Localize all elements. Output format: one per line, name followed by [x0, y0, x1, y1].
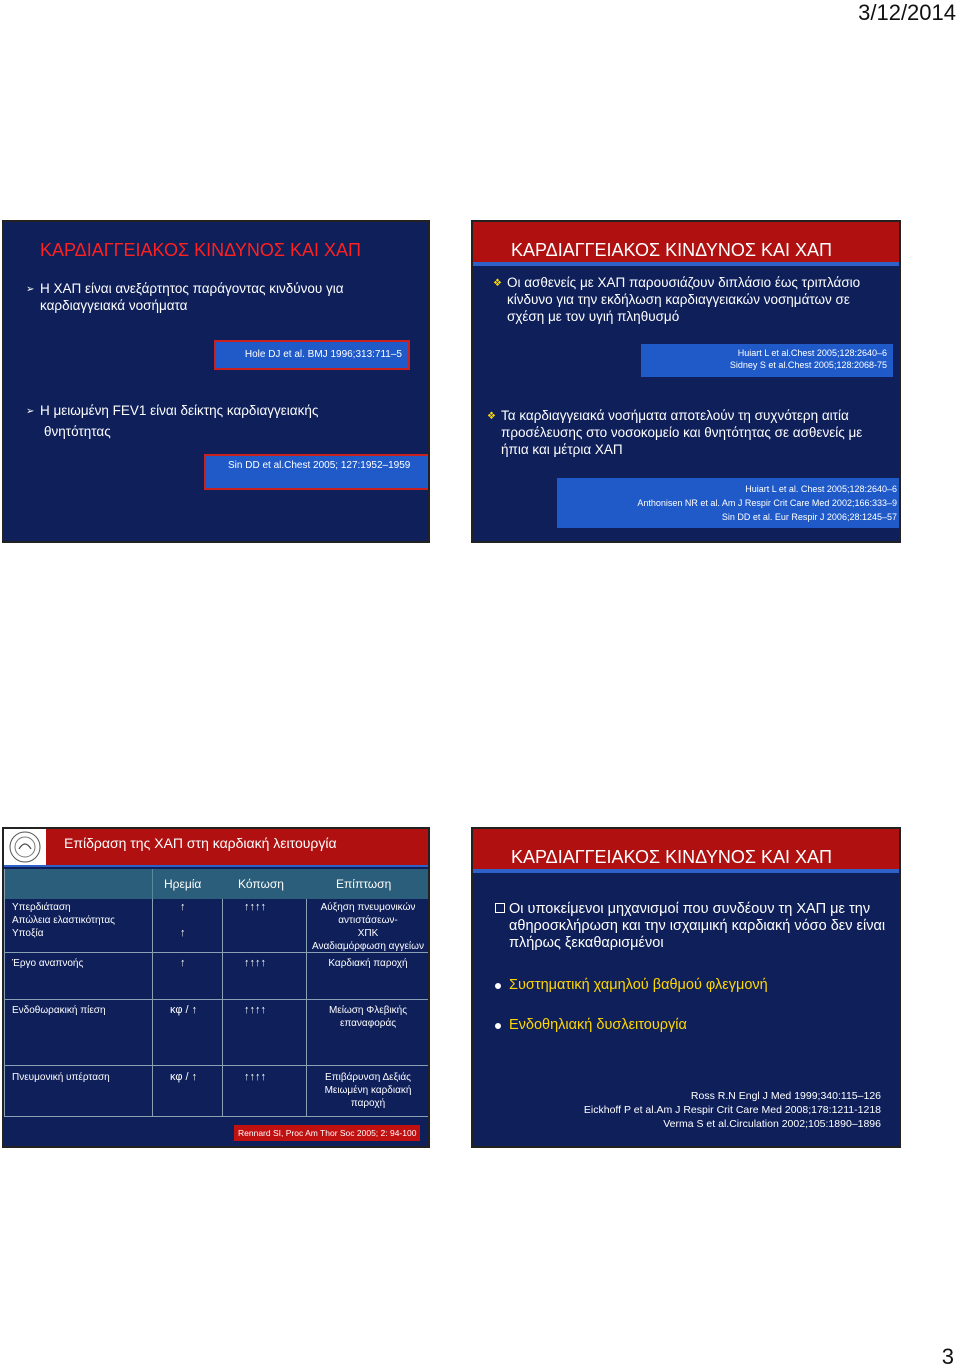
diamond-bullet-icon: ❖	[487, 411, 496, 422]
row-2-exercise: ↑↑↑↑	[244, 957, 266, 969]
slide-2-reference-2	[557, 478, 901, 528]
slide-2-bullet-1	[493, 274, 873, 325]
slide-4-bullet-1-text: Οι υποκείμενοι μηχανισμοί που συνδέουν τη ΧΑΠ με την αθηροσκλήρωση και την ισχαιμική καρδιακή νόσο δεν είναι πλήρως ξεκαθαρισμένοι	[509, 901, 886, 951]
row-1-label-3: Υποξία	[12, 928, 44, 939]
slide-2-bullet-1-text: Οι ασθενείς με ΧΑΠ παρουσιάζουν διπλάσιο έως τριπλάσιο κίνδυνο για την εκδήλωση καρδιαγγειακών νοσημάτων σε σχέση με τον υγιή πληθυσμό	[507, 275, 861, 324]
slide-1	[2, 220, 430, 543]
table-header-exercise: Κόπωση	[238, 877, 284, 891]
slide-4	[471, 827, 901, 1148]
row-1-label-1: Υπερδιάταση	[12, 902, 71, 913]
table-header-rest: Ηρεμία	[164, 877, 202, 891]
slide-1-reference-1: Hole DJ et al. BMJ 1996;313:711–5	[214, 340, 410, 370]
logo	[4, 829, 46, 865]
date: 3/12/2014	[858, 0, 956, 25]
row-4-label: Πνευμονική υπέρταση	[12, 1072, 110, 1083]
title-rule	[473, 262, 899, 266]
page-number: 3	[941, 1344, 954, 1369]
slide-4-title: ΚΑΡΔΙΑΓΓΕΙΑΚΟΣ ΚΙΝΔΥΝΟΣ ΚΑΙ ΧΑΠ	[511, 847, 832, 867]
diamond-bullet-icon: ❖	[493, 278, 502, 289]
slide-2-bullet-2-text: Τα καρδιαγγειακά νοσήματα αποτελούν τη συχνότερη αιτία προσέλευσης στο νοσοκομείο και θνητότητας σε ασθενείς με ήπια και μέτρια ΧΑΠ	[501, 408, 863, 457]
row-divider	[4, 952, 430, 953]
slide-4-bullet-1	[495, 901, 891, 952]
row-3-exercise: ↑↑↑↑	[244, 1004, 266, 1016]
slide-4-reference-2: Eickhoff P et al.Am J Respir Crit Care Med 2008;178:1211-1218	[583, 1104, 881, 1116]
row-2-label: Έργο αναπνοής	[12, 958, 84, 969]
slide-3-reference: Rennard SI, Proc Am Thor Soc 2005; 2: 94-100	[234, 1125, 420, 1141]
row-4-effect	[308, 1071, 428, 1110]
row-3-effect-line-1: Μείωση Φλεβικής	[328, 1005, 408, 1016]
university-seal-icon	[4, 829, 46, 865]
slide-2-reference-2-line-1: Huiart L et al. Chest 2005;128:2640–6	[745, 484, 897, 494]
col-divider	[306, 899, 307, 1116]
slide-2-bullet-2	[487, 407, 879, 458]
col-divider	[4, 869, 5, 1116]
slide-4-bullet-2	[495, 977, 768, 993]
slide-1-bullet-2-line-1: Η μειωμένη FEV1 είναι δείκτης καρδιαγγειακής	[40, 403, 319, 418]
row-1-effect-line-1: Αύξηση πνευμονικών	[320, 902, 416, 913]
row-1-rest-2: ↑	[180, 927, 186, 939]
slide-1-title: ΚΑΡΔΙΑΓΓΕΙΑΚΟΣ ΚΙΝΔΥΝΟΣ ΚΑΙ ΧΑΠ	[40, 240, 361, 260]
table-header	[4, 869, 430, 899]
row-divider	[4, 1116, 430, 1117]
slide-4-bullet-3	[495, 1017, 687, 1033]
row-1-label-2: Απώλεια ελαστικότητας	[12, 915, 115, 926]
title-rule	[473, 869, 899, 873]
slide-2-reference-1	[641, 344, 893, 377]
slide-2-reference-1-line-1: Huiart L et al.Chest 2005;128:2640–6	[737, 348, 887, 358]
slide-3-title: Επίδραση της ΧΑΠ στη καρδιακή λειτουργία	[64, 835, 337, 851]
row-divider	[4, 1065, 430, 1066]
slide-1-bullet-1-text: Η ΧΑΠ είναι ανεξάρτητος παράγοντας κινδύνου για καρδιαγγειακά νοσήματα	[40, 281, 344, 313]
slide-2-reference-2-line-3: Sin DD et al. Eur Respir J 2006;28:1245–57	[721, 512, 897, 522]
row-divider	[4, 999, 430, 1000]
row-3-rest: κφ / ↑	[170, 1004, 198, 1016]
table-header-empty-cell	[4, 869, 153, 899]
row-1-effect-line-4: Αναδιαμόρφωση αγγείων	[312, 941, 424, 952]
row-1-effect	[308, 901, 428, 953]
table-row	[12, 901, 115, 940]
row-4-effect-line-3: παροχή	[350, 1098, 386, 1109]
slide-2	[471, 220, 901, 543]
row-3-label: Ενδοθωρακική πίεση	[12, 1005, 106, 1016]
dot-bullet-icon	[495, 1023, 501, 1029]
slide-4-reference-1: Ross R.N Engl J Med 1999;340:115–126	[690, 1090, 881, 1102]
slide-1-bullet-1	[26, 280, 406, 314]
row-1-effect-line-2: αντιστάσεων-	[338, 915, 398, 926]
row-4-effect-line-2: Μειωμένη καρδιακή	[324, 1085, 412, 1096]
table-header-effect: Επίπτωση	[336, 877, 392, 891]
title-rule	[4, 865, 430, 867]
slide-1-reference-2: Sin DD et al.Chest 2005; 127:1952–1959	[204, 454, 430, 490]
row-2-rest: ↑	[180, 957, 186, 969]
slide-3	[2, 827, 430, 1148]
row-4-exercise: ↑↑↑↑	[244, 1071, 266, 1083]
row-4-rest: κφ / ↑	[170, 1071, 198, 1083]
slide-2-reference-1-line-2: Sidney S et al.Chest 2005;128:2068-75	[729, 360, 887, 370]
col-divider	[152, 899, 153, 1116]
slide-2-title: ΚΑΡΔΙΑΓΓΕΙΑΚΟΣ ΚΙΝΔΥΝΟΣ ΚΑΙ ΧΑΠ	[511, 240, 832, 260]
col-divider	[222, 899, 223, 1116]
slide-4-bullet-3-text: Ενδοθηλιακή δυσλειτουργία	[509, 1017, 687, 1033]
square-bullet-icon	[495, 903, 505, 913]
row-3-effect-line-2: επαναφοράς	[339, 1018, 397, 1029]
row-1-rest-1: ↑	[180, 901, 186, 913]
slide-4-references	[584, 1089, 881, 1131]
slide-4-reference-3: Verma S et al.Circulation 2002;105:1890–1896	[663, 1118, 881, 1130]
slide-4-bullet-2-text: Συστηματική χαμηλού βαθμού φλεγμονή	[509, 977, 768, 993]
row-1-exercise: ↑↑↑↑	[244, 901, 266, 913]
row-2-effect: Καρδιακή παροχή	[328, 958, 408, 969]
arrow-bullet-icon: ➢	[26, 284, 35, 295]
slide-2-reference-2-line-2: Anthonisen NR et al. Am J Respir Crit Care Med 2002;166:333–9	[637, 498, 897, 508]
row-3-effect	[308, 1004, 428, 1030]
row-4-effect-line-1: Επιβάρυνση Δεξιάς	[325, 1072, 411, 1083]
row-1-effect-line-3: ΧΠΚ	[357, 928, 379, 939]
slide-1-bullet-2-line-2: θνητότητας	[44, 424, 111, 439]
dot-bullet-icon	[495, 983, 501, 989]
arrow-bullet-icon: ➢	[26, 406, 35, 417]
slide-1-bullet-2	[26, 402, 406, 440]
